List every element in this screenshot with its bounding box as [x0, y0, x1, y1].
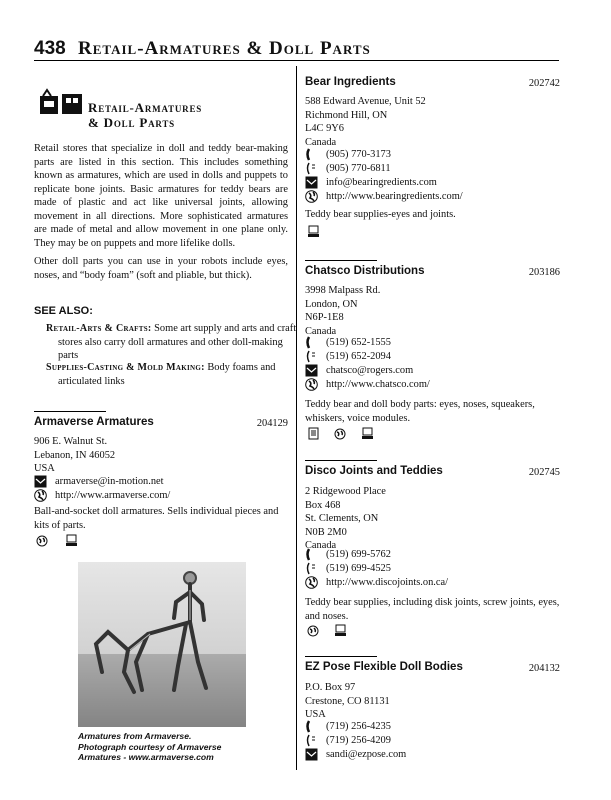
address-line: L4C 9Y6	[305, 123, 344, 134]
email-row[interactable]	[34, 475, 164, 489]
entry-icons	[307, 225, 320, 238]
phone-row[interactable]	[305, 548, 391, 562]
address-line: Box 468	[305, 499, 341, 511]
entry-name: Bear Ingredients	[305, 76, 396, 88]
email-row[interactable]	[305, 364, 413, 378]
section-title	[88, 100, 202, 130]
email-row[interactable]	[305, 176, 437, 190]
phone-row[interactable]	[305, 336, 391, 350]
fax-row[interactable]	[305, 350, 391, 364]
web-row[interactable]	[34, 489, 170, 503]
address-line: Canada	[305, 136, 337, 148]
email-icon	[305, 364, 318, 377]
entry-id: 204132	[528, 663, 560, 674]
address-line: 906 E. Walnut St.	[34, 436, 108, 447]
entry-rule	[305, 460, 377, 461]
globe-icon	[305, 378, 318, 391]
entry-icons	[307, 624, 347, 637]
computer-icon	[65, 534, 78, 547]
fax-row[interactable]	[305, 562, 391, 576]
fax-icon	[305, 162, 318, 175]
phone-number[interactable]: (905) 770-3173	[326, 149, 391, 160]
see-also-item[interactable]	[46, 361, 300, 388]
armature-photo	[78, 562, 246, 727]
entry-address	[305, 284, 380, 338]
web-row[interactable]	[305, 378, 430, 392]
web-link[interactable]: http://www.bearingredients.com/	[326, 191, 463, 202]
globe-mouse-icon	[307, 624, 320, 637]
section-title-line2: & Doll Parts	[88, 115, 175, 130]
entry-description: Teddy bear and doll body parts: eyes, noses, squeakers, whiskers, voice modules.	[305, 399, 535, 424]
phone-icon	[305, 336, 318, 349]
phone-icon	[305, 720, 318, 733]
phone-row[interactable]	[305, 148, 391, 162]
address-line: Canada	[305, 325, 337, 337]
phone-icon	[305, 148, 318, 161]
address-line: USA	[305, 709, 326, 720]
address-line: N0B 2M0	[305, 526, 347, 538]
phone-number[interactable]: (519) 699-5762	[326, 549, 391, 560]
page-header	[34, 38, 559, 60]
see-also-term: Retail-Arts & Crafts:	[46, 323, 152, 334]
computer-icon	[334, 624, 347, 637]
globe-mouse-icon	[334, 427, 347, 440]
entry-description: Ball-and-socket doll armatures. Sells individual pieces and kits of parts.	[34, 506, 279, 531]
computer-icon	[307, 225, 320, 238]
phone-icon	[305, 548, 318, 561]
catalog-icon	[307, 427, 320, 440]
entry-rule	[34, 411, 106, 412]
header-rule	[34, 60, 559, 61]
see-also-heading: SEE ALSO:	[34, 305, 93, 317]
address-line: N6P-1E8	[305, 312, 344, 323]
email-link[interactable]: chatsco@rogers.com	[326, 365, 414, 376]
entry-address	[305, 681, 390, 722]
entry-address	[305, 95, 426, 149]
address-line: USA	[34, 463, 55, 474]
caption-line: Armatures from Armaverse.	[78, 731, 192, 741]
see-also-item[interactable]	[46, 322, 300, 363]
entry-name: Armaverse Armatures	[34, 416, 154, 428]
entry-rule	[305, 656, 377, 657]
photo-caption	[78, 731, 258, 763]
phone-row[interactable]	[305, 720, 391, 734]
entry-id: 202742	[528, 78, 560, 89]
email-row[interactable]	[305, 748, 406, 762]
fax-icon	[305, 562, 318, 575]
globe-icon	[305, 190, 318, 203]
address-line: Crestone, CO 81131	[305, 695, 390, 707]
address-line: Lebanon, IN 46052	[34, 449, 116, 461]
address-line: P.O. Box 97	[305, 682, 356, 693]
entry-id: 203186	[528, 267, 560, 278]
globe-icon	[34, 489, 47, 502]
fax-number[interactable]: (905) 770-6811	[326, 163, 391, 174]
computer-icon	[361, 427, 374, 440]
globe-icon	[305, 576, 318, 589]
fax-number[interactable]: (719) 256-4209	[326, 735, 391, 746]
phone-number[interactable]: (719) 256-4235	[326, 721, 391, 732]
web-row[interactable]	[305, 190, 463, 204]
caption-line: Photograph courtesy of Armaverse	[78, 741, 222, 752]
entry-id: 202745	[528, 467, 560, 478]
email-link[interactable]: armaverse@in-motion.net	[55, 476, 164, 487]
entry-name: Disco Joints and Teddies	[305, 465, 443, 477]
fax-number[interactable]: (519) 699-4525	[326, 563, 391, 574]
address-line: 2 Ridgewood Place	[305, 486, 386, 497]
fax-number[interactable]: (519) 652-2094	[326, 351, 391, 362]
entry-address	[305, 485, 386, 553]
email-icon	[305, 176, 318, 189]
entry-icons	[307, 427, 374, 440]
email-link[interactable]: info@bearingredients.com	[326, 177, 437, 188]
entry-description: Teddy bear supplies, including disk joints, screw joints, eyes, and noses.	[305, 597, 560, 622]
see-also-text: Some art supply and arts and craft stores also carry doll armatures and other doll-making parts	[58, 323, 297, 361]
see-also-text: Body foams and articulated links	[58, 362, 276, 387]
fax-icon	[305, 350, 318, 363]
address-line: 588 Edward Avenue, Unit 52	[305, 96, 426, 107]
caption-line: Armatures - www.armaverse.com	[78, 752, 214, 762]
address-line: Canada	[305, 540, 337, 551]
email-icon	[34, 475, 47, 488]
address-line: St. Clements, ON	[305, 513, 379, 524]
web-link[interactable]: http://www.chatsco.com/	[326, 379, 430, 390]
web-link[interactable]: http://www.discojoints.on.ca/	[326, 577, 448, 588]
email-link[interactable]: sandi@ezpose.com	[326, 749, 407, 760]
page-number: 438	[34, 38, 66, 59]
fax-row[interactable]	[305, 162, 391, 176]
email-icon	[305, 748, 318, 761]
intro-paragraph-2: Other doll parts you can use in your robots include eyes, noses, and “body foam” (soft and pliable, but thick).	[34, 256, 288, 281]
phone-number[interactable]: (519) 652-1555	[326, 337, 391, 348]
fax-row[interactable]	[305, 734, 391, 748]
see-also-term: Supplies-Casting & Mold Making:	[46, 362, 205, 373]
intro-paragraph-1: Retail stores that specialize in doll and teddy bear-making parts are listed in this section. This includes something known as armatures, which are used in dolls and puppets to replicate bone joints. Basic armatures for teddy bears are made of plastic and act like universal joints, allowing movement in all directions. More sophisticated armatures are made of metal and allow movement in one plane only. They may be on puppets and more lifelike dolls.	[34, 143, 288, 249]
column-divider	[296, 66, 297, 770]
entry-address	[34, 435, 115, 476]
web-row[interactable]	[305, 576, 448, 590]
entry-name: EZ Pose Flexible Doll Bodies	[305, 661, 463, 673]
entry-description: Teddy bear supplies-eyes and joints.	[305, 209, 456, 220]
section-title-line1: Retail-Armatures	[88, 100, 203, 115]
entry-icons	[36, 534, 78, 547]
entry-id: 204129	[256, 418, 288, 429]
web-link[interactable]: http://www.armaverse.com/	[55, 490, 171, 501]
store-icon	[38, 88, 84, 116]
entry-name: Chatsco Distributions	[305, 265, 425, 277]
page-title: Retail-Armatures & Doll Parts	[78, 38, 371, 59]
entry-rule	[305, 260, 377, 261]
address-line: Richmond Hill, ON	[305, 109, 388, 121]
fax-icon	[305, 734, 318, 747]
address-line: London, ON	[305, 298, 358, 310]
address-line: 3998 Malpass Rd.	[305, 285, 381, 296]
globe-mouse-icon	[36, 534, 49, 547]
